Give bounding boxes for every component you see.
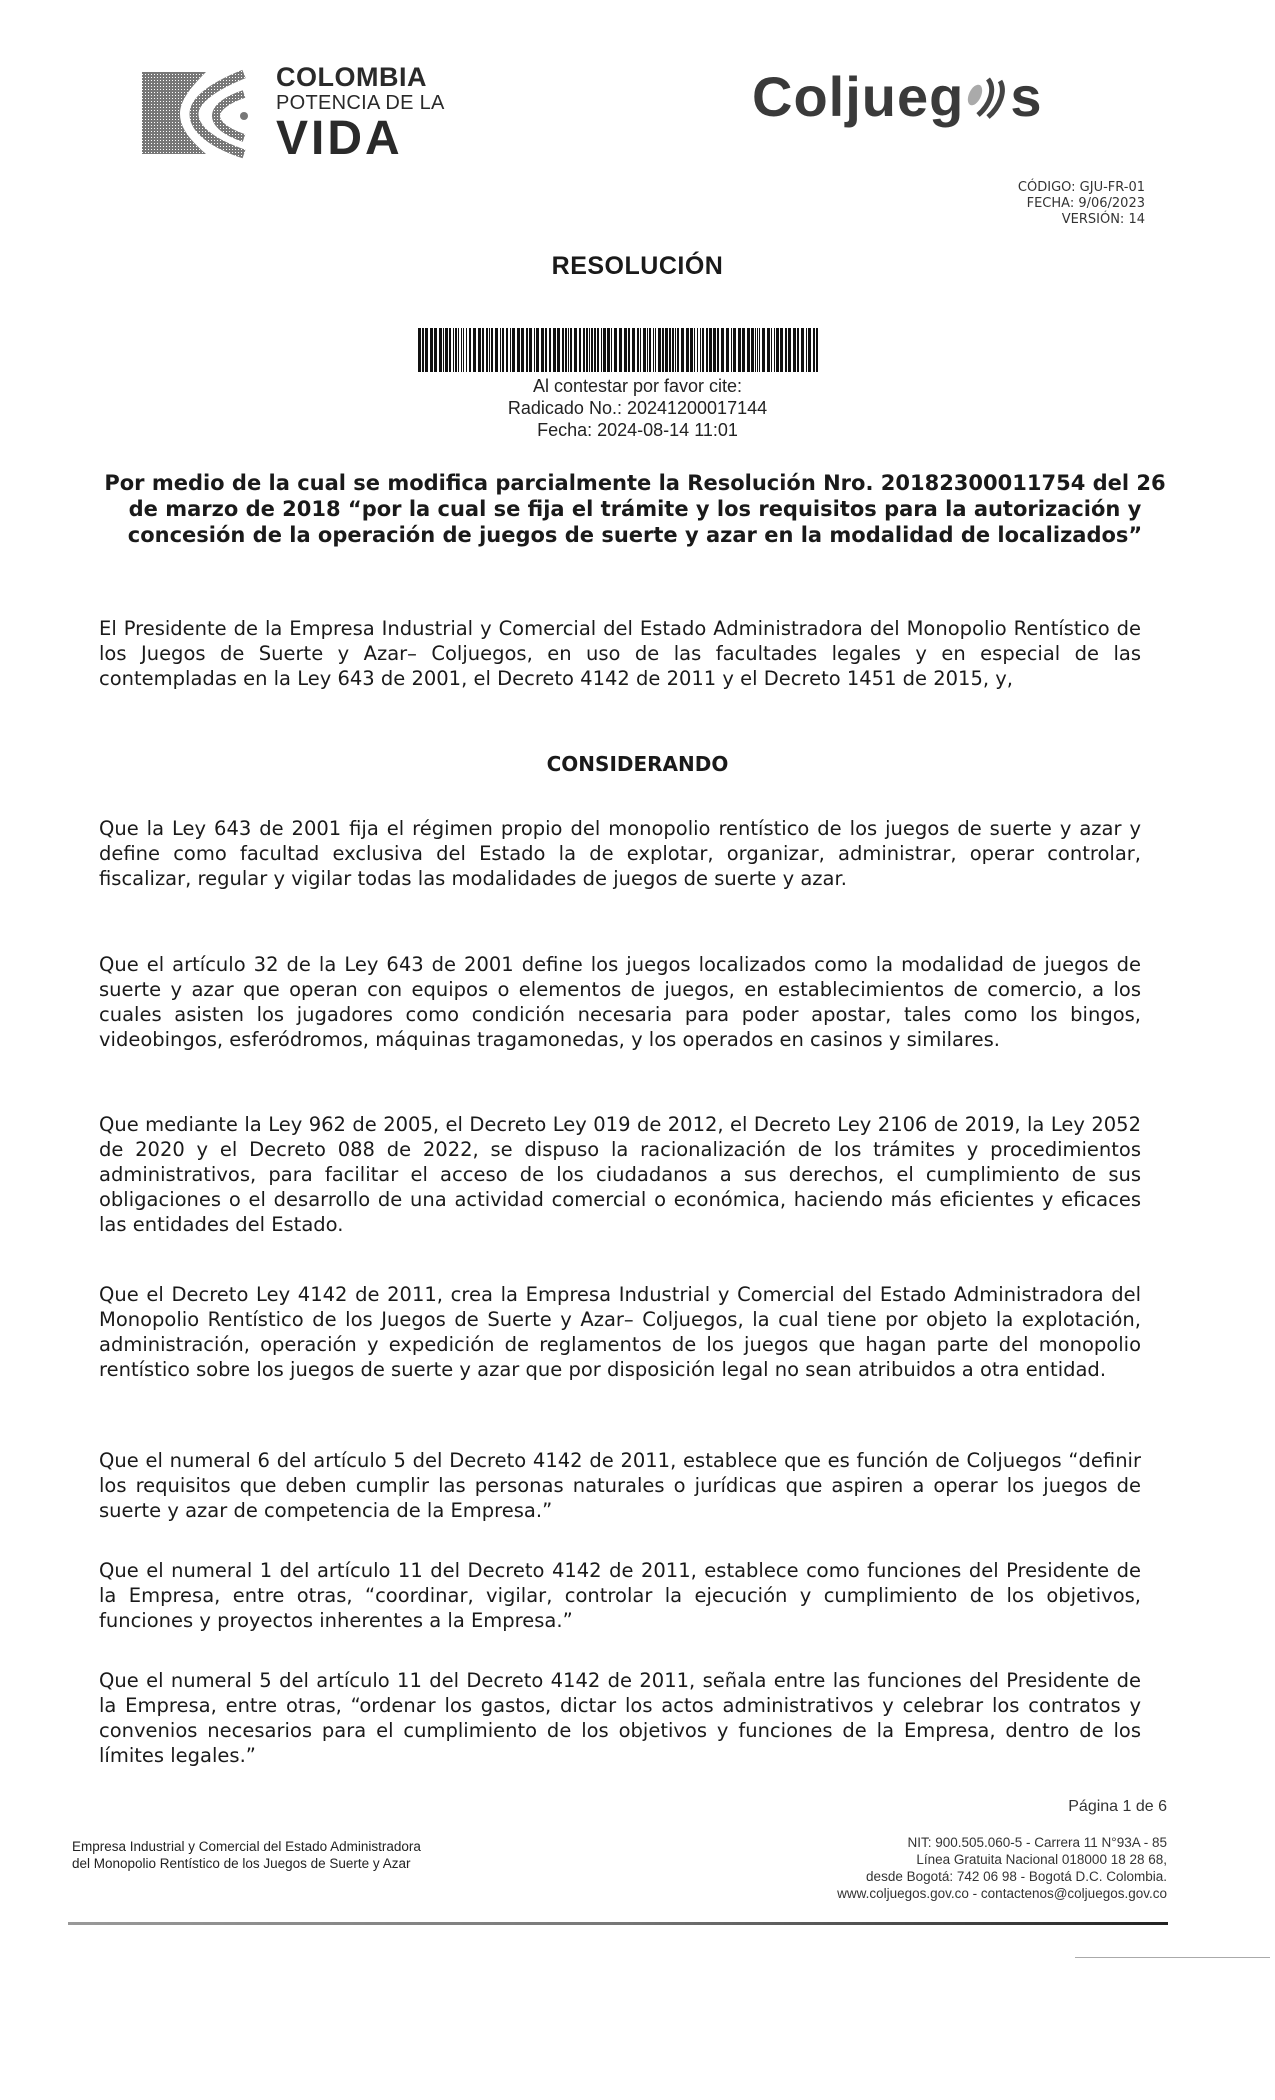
barcode-bar	[463, 328, 464, 372]
barcode-bar	[418, 328, 421, 372]
barcode-bar	[697, 328, 698, 372]
barcode-bar	[545, 328, 547, 372]
barcode-bar	[813, 328, 815, 372]
barcode-bar	[486, 328, 488, 372]
barcode-bar	[589, 328, 590, 372]
barcode-bar	[801, 328, 804, 372]
barcode-bar	[706, 328, 708, 372]
barcode-bar	[422, 328, 424, 372]
barcode-bar	[614, 328, 617, 372]
barcode-bar	[534, 328, 535, 372]
barcode-bar	[603, 328, 606, 372]
logo-line-potencia: POTENCIA DE LA	[276, 92, 445, 114]
barcode-bar	[458, 328, 459, 372]
barcode-bar	[449, 328, 451, 372]
radicado-number: Radicado No.: 20241200017144	[507, 398, 768, 418]
footer-divider	[68, 1922, 1168, 1925]
barcode-bar	[466, 328, 467, 372]
barcode-bar	[591, 328, 593, 372]
barcode-bar	[506, 328, 508, 372]
barcode-bar	[607, 328, 610, 372]
barcode-bar	[455, 328, 457, 372]
scan-artifact-line	[1075, 1957, 1270, 1958]
barcode-bar	[649, 328, 651, 372]
barcode-bar	[797, 328, 799, 372]
barcode-bar	[489, 328, 490, 372]
document-type-title: RESOLUCIÓN	[551, 252, 724, 280]
barcode-bar	[702, 328, 704, 372]
barcode-bar	[619, 328, 622, 372]
barcode-bar	[806, 328, 807, 372]
barcode-bar	[774, 328, 775, 372]
barcode-bar	[570, 328, 572, 372]
barcode-bar	[759, 328, 760, 372]
considerando-paragraph: Que el numeral 6 del artículo 5 del Decreto 4142 de 2011, establece que es función de Coljuegos “definir los requisitos que deben cumplir las personas naturales o jurídicas que aspiren a operar los juegos de suerte y azar de competencia de la Empresa.”	[99, 1449, 1141, 1522]
barcode-bar	[453, 328, 454, 372]
barcode-bar	[430, 328, 433, 372]
barcode-bar	[601, 328, 602, 372]
barcode-bar	[502, 328, 504, 372]
resolution-subject: Por medio de la cual se modifica parcialmente la Resolución Nro. 20182300011754 del 26 de marzo de 2018 “por la cual se fija el trámite y los requisitos para la autorización y concesión de la operación de juegos de suerte y azar en la modalidad de localizados”	[104, 471, 1166, 547]
barcode-bar	[762, 328, 765, 372]
barcode-bar	[443, 328, 444, 372]
logo-line-colombia: COLOMBIA	[276, 62, 427, 92]
barcode-bar	[611, 328, 612, 372]
barcode-bar	[500, 328, 501, 372]
barcode-bar	[665, 328, 668, 372]
barcode-bar	[594, 328, 596, 372]
barcode-bar	[521, 328, 524, 372]
barcode-bar	[780, 328, 783, 372]
barcode-bar	[690, 328, 693, 372]
footer-phone-bogota: desde Bogotá: 742 06 98 - Bogotá D.C. Colombia.	[866, 1869, 1167, 1884]
barcode-bar	[536, 328, 539, 372]
barcode-bar	[793, 328, 796, 372]
barcode-bar	[647, 328, 648, 372]
barcode-bar	[662, 328, 664, 372]
barcode-bar	[816, 328, 818, 372]
barcode-bar	[574, 328, 577, 372]
barcode-bar	[425, 328, 428, 372]
barcode-bar	[785, 328, 787, 372]
intro-paragraph: El Presidente de la Empresa Industrial y Comercial del Estado Administradora del Monopolio Rentístico de los Juegos de Suerte y Azar– Coljuegos, en uso de las facultades legales y en especial de las contempladas en la Ley 643 de 2001, el Decreto 4142 de 2011 y el Decreto 1451 de 2015, y,	[99, 617, 1141, 690]
barcode-bar	[738, 328, 741, 372]
barcode-bar	[557, 328, 560, 372]
barcode-bar	[771, 328, 772, 372]
barcode-bar	[445, 328, 448, 372]
barcode-bar	[700, 328, 701, 372]
barcode-bar	[461, 328, 462, 372]
barcode-bar	[512, 328, 515, 372]
footer-entity-line: Empresa Industrial y Comercial del Estado Administradora	[72, 1839, 421, 1854]
barcode-bar	[808, 328, 811, 372]
radicado-date: Fecha: 2024-08-14 11:01	[537, 420, 738, 440]
footer-web-email: www.coljuegos.gov.co - contactenos@coljuegos.gov.co	[837, 1886, 1167, 1901]
barcode-bar	[658, 328, 661, 372]
barcode-bar	[669, 328, 671, 372]
barcode-icon	[418, 328, 818, 372]
radicado-block	[0, 375, 1275, 441]
footer-phone-national: Línea Gratuita Nacional 018000 18 28 68,	[916, 1852, 1167, 1867]
barcode-bar	[495, 328, 498, 372]
form-version: VERSIÓN: 14	[1061, 212, 1145, 227]
barcode-bar	[713, 328, 716, 372]
barcode-bar	[726, 328, 729, 372]
barcode-bar	[526, 328, 528, 372]
barcode-bar	[478, 328, 481, 372]
barcode-bar	[757, 328, 758, 372]
colombia-arcs-logo-icon	[136, 62, 248, 162]
barcode-bar	[553, 328, 556, 372]
considerando-paragraph: Que el Decreto Ley 4142 de 2011, crea la Empresa Industrial y Comercial del Estado Administradora del Monopolio Rentístico de los Juegos de Suerte y Azar– Coljuegos, la cual tiene por objeto la explotación, administración, operación y expedición de reglamentos de los juegos que hagan parte del monopolio rentístico sobre los juegos de suerte y azar que por disposición legal no sean atribuidos a otra entidad.	[99, 1283, 1141, 1381]
barcode-bar	[767, 328, 770, 372]
footer-nit-address: NIT: 900.505.060-5 - Carrera 11 N°93A - 85	[907, 1835, 1167, 1850]
form-metadata	[1018, 180, 1145, 228]
barcode-bar	[675, 328, 676, 372]
barcode-bar	[482, 328, 484, 372]
barcode-bar	[721, 328, 724, 372]
barcode-bar	[733, 328, 736, 372]
barcode-bar	[637, 328, 639, 372]
barcode-bar	[568, 328, 569, 372]
footer-entity-name	[72, 1838, 421, 1872]
barcode-bar	[677, 328, 679, 372]
barcode-bar	[672, 328, 674, 372]
form-code: CÓDIGO: GJU-FR-01	[1017, 180, 1145, 195]
barcode-bar	[655, 328, 656, 372]
barcode-bar	[510, 328, 511, 372]
considerando-paragraph: Que la Ley 643 de 2001 fija el régimen propio del monopolio rentístico de los juegos de suerte y azar y define como facultad exclusiva del Estado la de explotar, organizar, administrar, operar controlar, fiscalizar, regular y vigilar todas las modalidades de juegos de suerte y azar.	[99, 817, 1141, 890]
barcode-bar	[469, 328, 471, 372]
barcode-bar	[565, 328, 567, 372]
coljuegos-swoosh-icon	[966, 75, 1008, 119]
barcode-bar	[681, 328, 684, 372]
barcode-bar	[473, 328, 476, 372]
barcode-bar	[624, 328, 627, 372]
barcode-bar	[643, 328, 646, 372]
page-number: Página 1 de 6	[1068, 1798, 1167, 1815]
footer-entity-line: del Monopolio Rentístico de los Juegos de Suerte y Azar	[72, 1856, 411, 1871]
barcode-bar	[529, 328, 532, 372]
barcode-bar	[717, 328, 719, 372]
barcode-bar	[541, 328, 544, 372]
barcode-bar	[434, 328, 437, 372]
barcode-bar	[788, 328, 791, 372]
barcode-bar	[742, 328, 745, 372]
barcode-bar	[579, 328, 581, 372]
logo-text-end: s	[1010, 65, 1043, 128]
barcode-bar	[597, 328, 599, 372]
footer-contact-info	[837, 1834, 1167, 1902]
barcode-bar	[632, 328, 635, 372]
logo-line-vida: VIDA	[276, 112, 403, 165]
barcode-bar	[694, 328, 695, 372]
cite-label: Al contestar por favor cite:	[532, 376, 743, 396]
considerando-paragraph: Que el artículo 32 de la Ley 643 de 2001 define los juegos localizados como la modalidad de juegos de suerte y azar que operan con equipos o elementos de juegos, en establecimientos de comercio, a los cuales asisten los jugadores como condición necesaria para poder apostar, tales como los bingos, videobingos, esferódromos, máquinas tragamonedas, y los operados en casinos y similares.	[99, 953, 1141, 1051]
barcode-bar	[640, 328, 641, 372]
barcode-bar	[491, 328, 493, 372]
barcode-bar	[709, 328, 712, 372]
logo-text-main: Coljueg	[752, 65, 965, 128]
barcode-bar	[751, 328, 754, 372]
colombia-potencia-de-la-vida-logo	[136, 62, 466, 165]
barcode-bar	[686, 328, 689, 372]
section-heading-considerando: CONSIDERANDO	[546, 752, 729, 776]
barcode-bar	[747, 328, 750, 372]
barcode-bar	[583, 328, 585, 372]
form-date: FECHA: 9/06/2023	[1026, 196, 1145, 211]
barcode-bar	[549, 328, 551, 372]
considerando-paragraph: Que el numeral 1 del artículo 11 del Decreto 4142 de 2011, establece como funciones del Presidente de la Empresa, entre otras, “coordinar, vigilar, controlar la ejecución y cumplimiento de los objetivos, funciones y proyectos inherentes a la Empresa.”	[99, 1559, 1141, 1632]
barcode-bar	[628, 328, 630, 372]
barcode-bar	[517, 328, 520, 372]
coljuegos-logo	[752, 64, 1042, 129]
considerando-paragraph: Que el numeral 5 del artículo 11 del Decreto 4142 de 2011, señala entre las funciones del Presidente de la Empresa, entre otras, “ordenar los gastos, dictar los actos administrativos y celebrar los contratos y convenios necesarios para el cumplimiento de los objetivos y funciones de la Empresa, dentro de los límites legales.”	[99, 1669, 1141, 1767]
barcode-bar	[755, 328, 756, 372]
barcode-bar	[731, 328, 732, 372]
barcode-bar	[586, 328, 588, 372]
barcode-bar	[562, 328, 564, 372]
barcode-bar	[439, 328, 442, 372]
barcode-bar	[776, 328, 779, 372]
considerando-paragraph: Que mediante la Ley 962 de 2005, el Decreto Ley 019 de 2012, el Decreto Ley 2106 de 2019, la Ley 2052 de 2020 y el Decreto 088 de 2022, se dispuso la racionalización de los trámites y procedimientos administrativos, para facilitar el acceso de los ciudadanos a sus derechos, el cumplimiento de sus obligaciones o el desarrollo de una actividad comercial o económica, haciendo más eficientes y eficaces las entidades del Estado.	[99, 1113, 1141, 1236]
barcode-bar	[653, 328, 654, 372]
